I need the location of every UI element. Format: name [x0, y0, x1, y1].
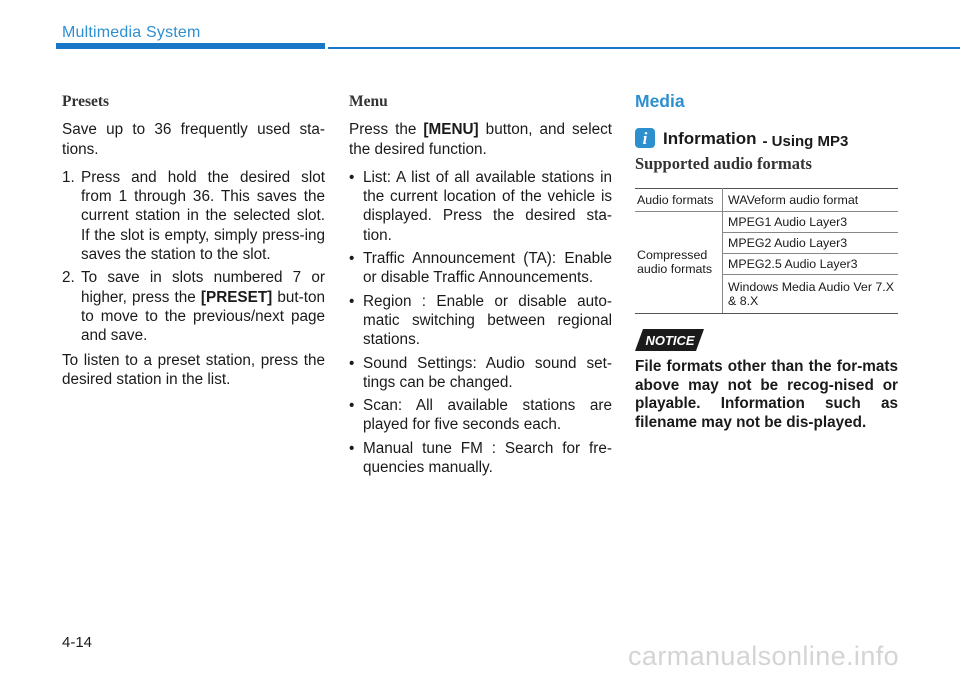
information-subtitle: - Using MP3 — [762, 133, 849, 150]
table-row — [635, 188, 898, 211]
section-title: Multimedia System — [62, 24, 201, 41]
watermark: carmanualsonline.info — [628, 641, 900, 671]
presets-step — [62, 168, 325, 264]
preset-key-label: [PRESET] — [200, 288, 273, 306]
menu-heading: Menu — [349, 93, 388, 110]
step-text: Press and hold the desired slot from 1 through 36. This saves the current station in the selected slot. If the slot is empty, simply press-ing saves the station to the slot. — [81, 168, 325, 264]
menu-key-label: [MENU] — [423, 121, 479, 139]
bullet: • — [349, 168, 355, 186]
media-column — [635, 92, 898, 314]
presets-intro: Save up to 36 frequently used sta-tions. — [62, 121, 325, 158]
table-cell: MPEG1 Audio Layer3 — [723, 211, 899, 232]
menu-column — [349, 92, 612, 481]
header-rule-thick — [56, 43, 325, 49]
page-number: 4-14 — [62, 634, 93, 651]
menu-item-text: Scan: All available stations are played for five seconds each. — [363, 397, 612, 434]
menu-item-text: Sound Settings: Audio sound set-tings can be changed. — [363, 354, 612, 391]
presets-outro: To listen to a preset station, press the desired station in the list. — [62, 351, 325, 388]
information-heading — [635, 128, 898, 148]
menu-item — [349, 168, 612, 245]
notice-badge — [635, 329, 704, 351]
table-cell: MPEG2.5 Audio Layer3 — [723, 253, 899, 274]
presets-heading: Presets — [62, 93, 110, 110]
audio-formats-table — [635, 188, 898, 314]
step-number: 2. — [62, 269, 75, 287]
info-icon: i — [635, 128, 655, 148]
supported-formats-heading: Supported audio formats — [635, 154, 812, 174]
menu-item — [349, 292, 612, 350]
menu-item-text: Traffic Announcement (TA): Enable or disable Traffic Announcements. — [363, 250, 612, 287]
step-text — [81, 268, 325, 345]
table-cell: WAVeform audio format — [723, 188, 899, 211]
table-cell: Windows Media Audio Ver 7.X & 8.X — [723, 274, 899, 313]
media-heading: Media — [635, 91, 685, 111]
presets-column — [62, 92, 325, 398]
bullet: • — [349, 439, 355, 457]
menu-item-text: Manual tune FM : Search for fre-quencies manually. — [363, 439, 612, 477]
step-text-post: but-ton to move to the previous/next page and save. — [81, 288, 325, 345]
menu-intro-post: button, and select the desired function. — [349, 121, 612, 158]
presets-step — [62, 268, 325, 345]
header-rule-thin — [328, 47, 960, 49]
notice-text: File formats other than the for-mats above may not be recog-nised or playable. Information such as filename may not be dis-played. — [635, 358, 898, 431]
information-label: Information — [663, 129, 757, 148]
menu-item — [349, 249, 612, 288]
notice-label: NOTICE — [645, 333, 695, 348]
menu-item — [349, 439, 612, 478]
menu-item — [349, 354, 612, 393]
menu-item-text: Region : Enable or disable auto-matic switching between regional stations. — [363, 292, 612, 349]
menu-item-text: List: A list of all available stations in the current location of the vehicle is displayed. Press the desired sta-tion. — [363, 168, 612, 244]
table-header-cell: Audio formats — [635, 188, 723, 211]
menu-intro — [349, 120, 612, 159]
menu-intro-pre: Press the — [349, 121, 424, 139]
step-number: 1. — [62, 168, 75, 186]
step-text-pre: To save in slots numbered 7 or higher, press the — [81, 269, 325, 306]
bullet: • — [349, 292, 355, 310]
table-group-cell: Compressed audio formats — [635, 211, 723, 313]
table-cell: MPEG2 Audio Layer3 — [723, 232, 899, 253]
bullet: • — [349, 397, 355, 415]
menu-item — [349, 396, 612, 435]
bullet: • — [349, 354, 355, 372]
bullet: • — [349, 250, 355, 268]
table-row — [635, 211, 898, 232]
